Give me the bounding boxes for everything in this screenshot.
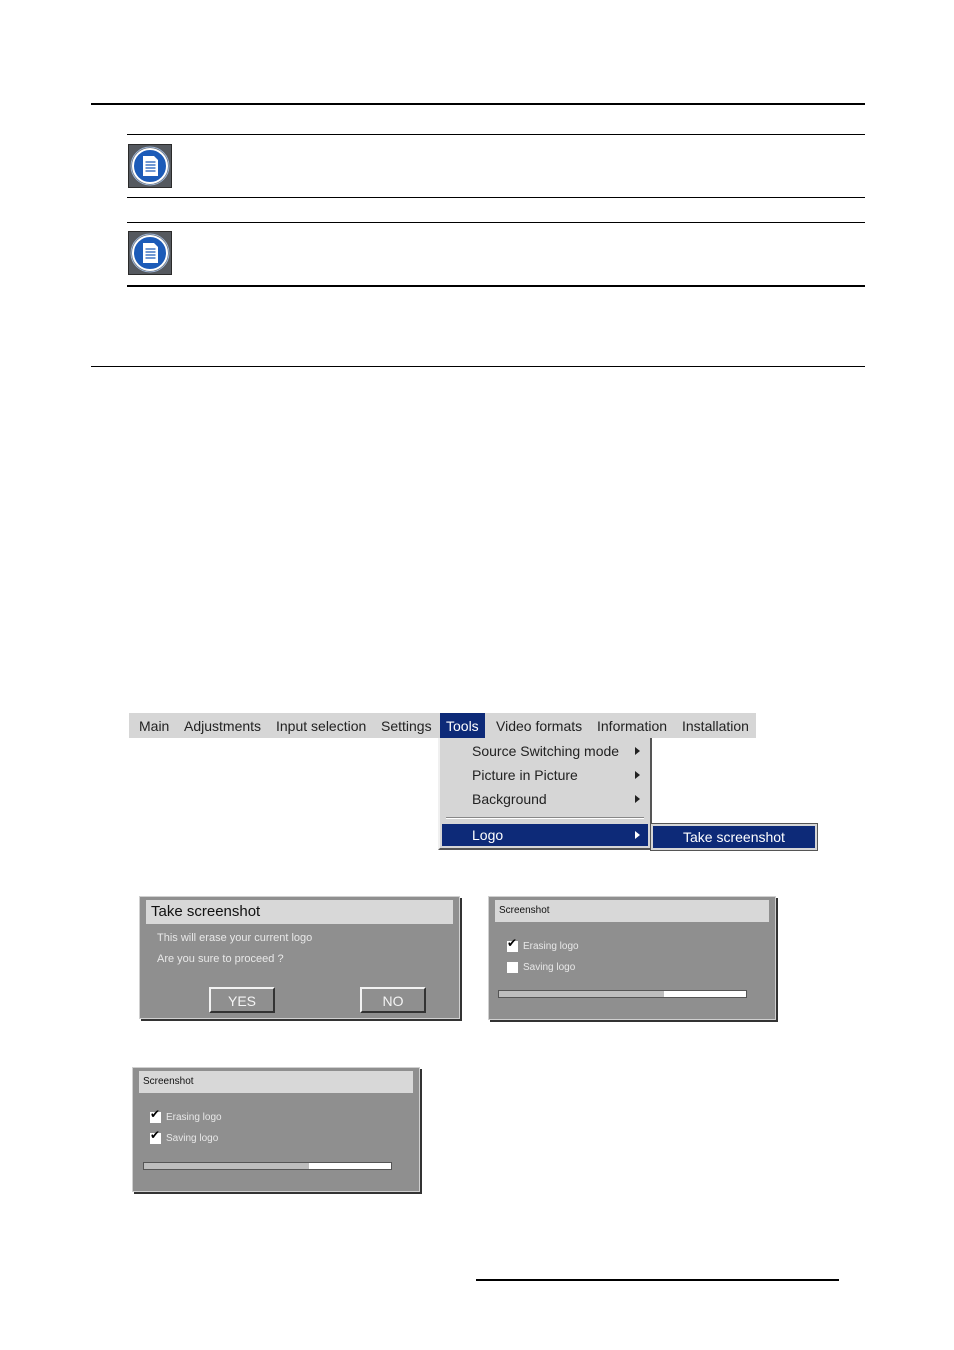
progress-bar — [498, 990, 747, 998]
note-2-top-rule — [127, 222, 865, 223]
menu-adjustments[interactable]: Adjustments — [184, 718, 262, 734]
dialog-title: Take screenshot — [146, 900, 453, 924]
erasing-logo-label: Erasing logo — [166, 1112, 222, 1123]
note-1-bottom-rule — [127, 197, 865, 198]
saving-logo-label: Saving logo — [166, 1133, 219, 1144]
dialog-title: Screenshot — [495, 900, 769, 922]
menu-tools[interactable]: Tools — [440, 713, 485, 738]
osd-menu-bar — [129, 713, 756, 738]
screenshot-progress-dialog — [488, 896, 776, 1020]
dialog-message-line-2: Are you sure to proceed ? — [157, 953, 284, 965]
menu-input-selection[interactable]: Input selection — [276, 718, 367, 734]
saving-logo-checkbox — [150, 1128, 161, 1144]
dropdown-item-label: Source Switching mode — [472, 743, 620, 759]
footer-rule — [476, 1279, 839, 1281]
dialog-message-line-1: This will erase your current logo — [157, 932, 313, 944]
saving-logo-checkbox — [507, 962, 518, 973]
chevron-right-icon — [635, 747, 640, 755]
menu-settings[interactable]: Settings — [381, 718, 432, 734]
saving-logo-label: Saving logo — [523, 962, 576, 973]
note-1-top-rule — [127, 134, 865, 135]
progress-bar — [143, 1162, 392, 1170]
erasing-logo-checkbox — [507, 936, 518, 952]
logo-submenu — [650, 823, 818, 851]
dropdown-item-label: Logo — [472, 827, 504, 843]
menu-video-formats[interactable]: Video formats — [496, 718, 583, 734]
erasing-logo-checkbox — [150, 1107, 161, 1123]
menu-main[interactable]: Main — [139, 718, 170, 734]
dropdown-item-logo[interactable] — [442, 824, 648, 846]
chevron-right-icon — [635, 771, 640, 779]
erasing-logo-label: Erasing logo — [523, 941, 579, 952]
take-screenshot-dialog — [139, 896, 460, 1019]
section-rule — [91, 366, 865, 367]
no-button[interactable]: NO — [360, 987, 426, 1013]
submenu-item-take-screenshot[interactable]: Take screenshot — [653, 826, 815, 848]
yes-button[interactable]: YES — [209, 987, 275, 1013]
checkmark-icon: ✔ — [507, 936, 518, 950]
progress-bar-fill — [499, 991, 664, 997]
dropdown-item-label: Picture in Picture — [472, 767, 578, 783]
header-rule — [91, 103, 865, 105]
menu-installation[interactable]: Installation — [682, 718, 749, 734]
menu-information[interactable]: Information — [597, 718, 668, 734]
checkmark-icon: ✔ — [150, 1107, 161, 1121]
note-icon — [128, 144, 172, 188]
chevron-right-icon — [635, 795, 640, 803]
checkmark-icon: ✔ — [150, 1128, 161, 1142]
dropdown-separator — [446, 817, 644, 819]
chevron-right-icon — [635, 831, 640, 839]
note-icon — [128, 231, 172, 275]
dropdown-item-label: Background — [472, 791, 547, 807]
dialog-title: Screenshot — [139, 1071, 413, 1093]
note-2-bottom-rule — [127, 285, 865, 287]
dropdown-item-background[interactable] — [440, 788, 650, 810]
progress-bar-fill — [144, 1163, 309, 1169]
screenshot-progress-dialog — [132, 1067, 420, 1192]
dropdown-item-picture-in-picture[interactable] — [440, 764, 650, 786]
dropdown-item-source-switching[interactable] — [440, 740, 650, 762]
tools-dropdown — [438, 738, 652, 850]
